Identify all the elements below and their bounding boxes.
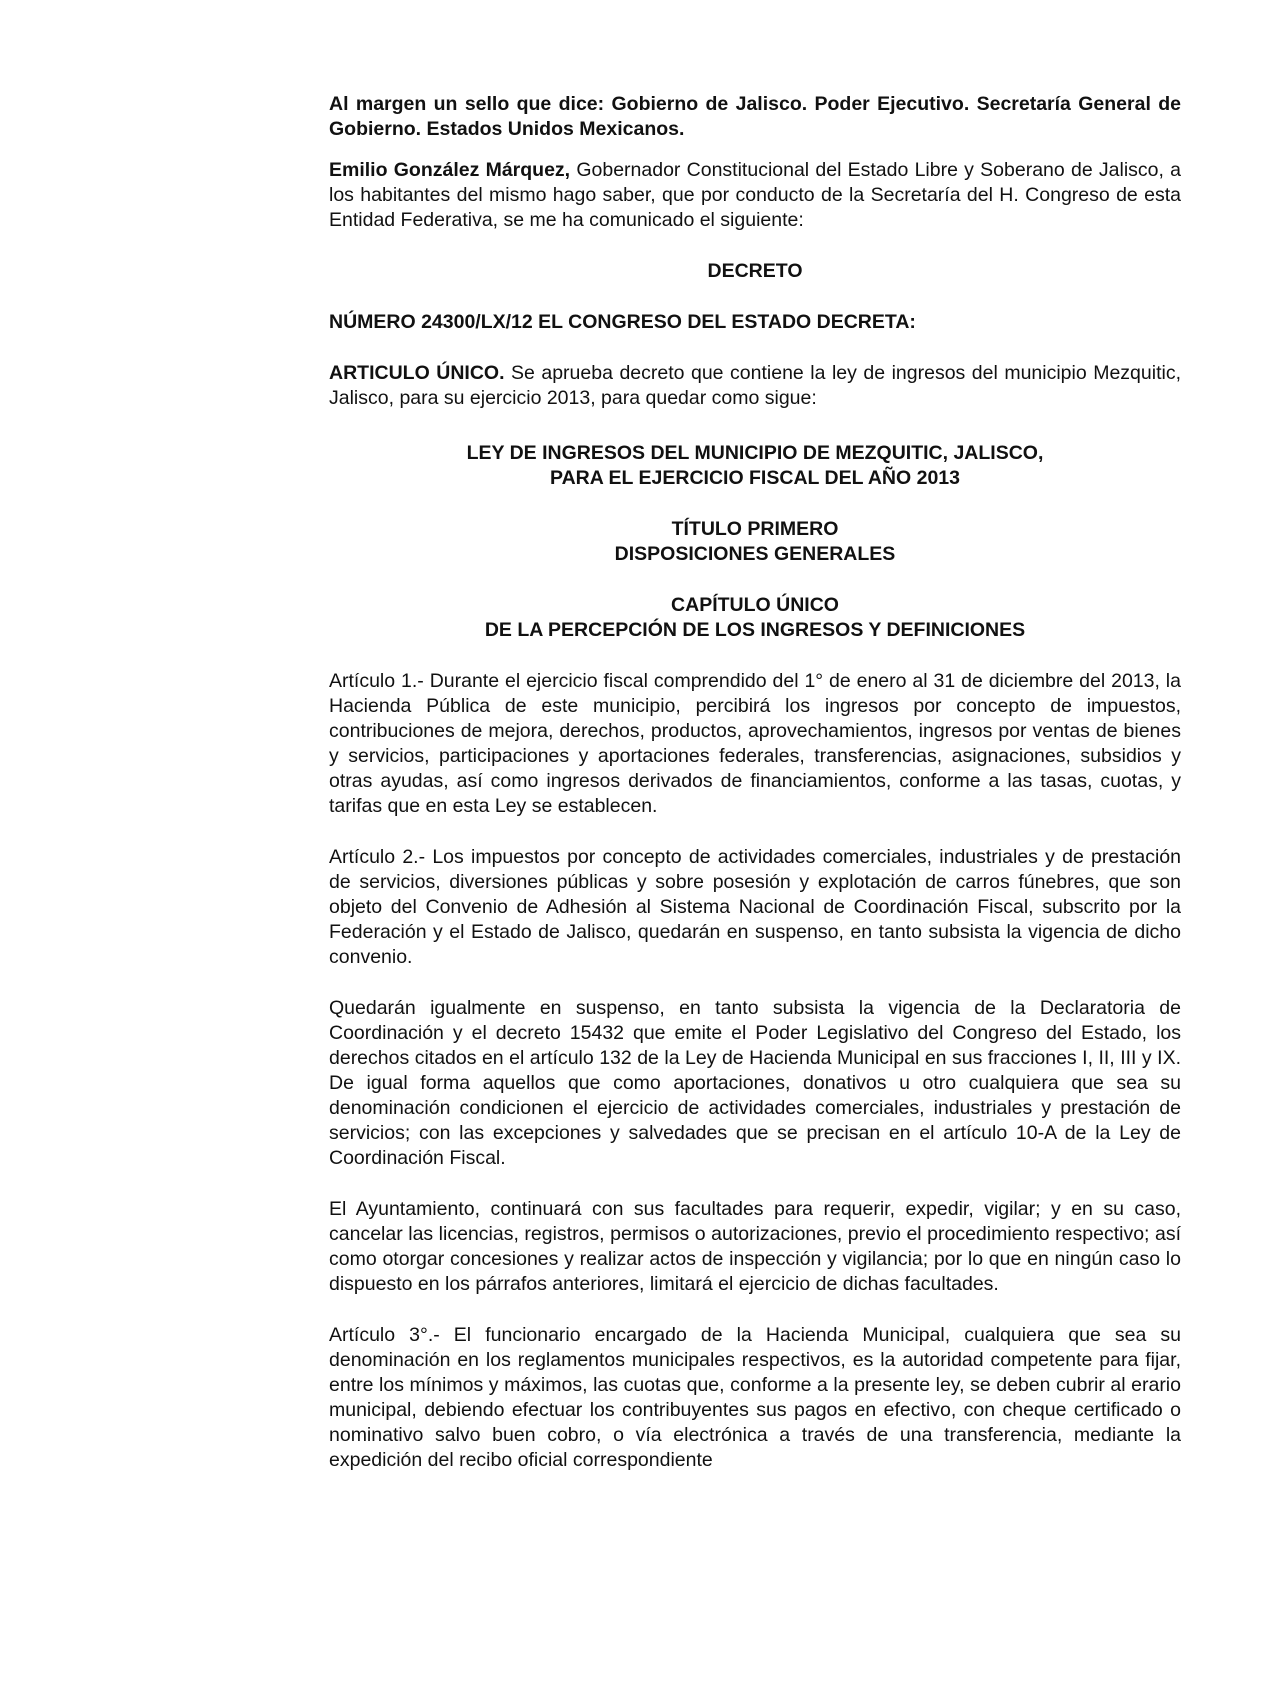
article-1: Artículo 1.- Durante el ejercicio fiscal comprendido del 1° de enero al 31 de diciembre del 2013, la Hacienda Pública de este municipio, percibirá los ingresos por concepto de impuestos, contribuciones de mejora, derechos, productos, aprovechamientos, ingresos por ventas de bienes y servicios, participaciones y aportaciones federales, transferencias, asignaciones, subsidios y otras ayudas, así como ingresos derivados de financiamientos, conforme a las tasas, cuotas, y tarifas que en esta Ley se establecen. <box>329 670 1181 817</box>
seal-note: Al margen un sello que dice: Gobierno de Jalisco. Poder Ejecutivo. Secretaría General de Gobierno. Estados Unidos Mexicanos. <box>329 93 1181 140</box>
article-3: Artículo 3°.- El funcionario encargado de la Hacienda Municipal, cualquiera que sea su denominación en los reglamentos municipales respectivos, es la autoridad competente para fijar, entre los mínimos y máximos, las cuotas que, conforme a la presente ley, se deben cubrir al erario municipal, debiendo efectuar los contribuyentes sus pagos en efectivo, con cheque certificado o nominativo salvo buen cobro, o vía electrónica a través de una transferencia, mediante la expedición del recibo oficial correspondiente <box>329 1324 1181 1471</box>
intro-paragraph <box>329 158 1181 233</box>
article-2-paragraph-2: Quedarán igualmente en suspenso, en tanto subsista la vigencia de la Declaratoria de Coordinación y el decreto 15432 que emite el Poder Legislativo del Congreso del Estado, los derechos citados en el artículo 132 de la Ley de Hacienda Municipal en sus fracciones I, II, III y IX. De igual forma aquellos que como aportaciones, donativos u otro cualquiera que sea su denominación condicionen el ejercicio de actividades comerciales, industriales y prestación de servicios; con las excepciones y salvedades que se precisan en el artículo 10-A de la Ley de Coordinación Fiscal. <box>329 997 1181 1169</box>
law-title-line2: PARA EL EJERCICIO FISCAL DEL AÑO 2013 <box>550 467 960 489</box>
capitulo-line2: DE LA PERCEPCIÓN DE LOS INGRESOS Y DEFINICIONES <box>484 619 1026 641</box>
article-unico-label: ARTICULO ÚNICO. <box>329 362 505 384</box>
law-title-line1: LEY DE INGRESOS DEL MUNICIPIO DE MEZQUITIC, JALISCO, <box>466 442 1044 464</box>
decree-title: DECRETO <box>707 260 803 282</box>
titulo-line2: DISPOSICIONES GENERALES <box>614 543 896 565</box>
article-unico <box>329 361 1181 411</box>
decree-number: NÚMERO 24300/LX/12 EL CONGRESO DEL ESTADO DECRETA: <box>329 311 916 333</box>
document-page <box>329 92 1181 1473</box>
intro-text: Gobernador Constitucional del Estado Libre y Soberano de Jalisco, a los habitantes del mismo hago saber, que por conducto de la Secretaría del H. Congreso de esta Entidad Federativa, se me ha comunicado el siguiente: <box>329 159 1181 231</box>
capitulo-line1: CAPÍTULO ÚNICO <box>671 594 839 616</box>
article-2: Artículo 2.- Los impuestos por concepto de actividades comerciales, industriales y de prestación de servicios, diversiones públicas y sobre posesión y explotación de carros fúnebres, que son objeto del Convenio de Adhesión al Sistema Nacional de Coordinación Fiscal, subscrito por la Federación y el Estado de Jalisco, quedarán en suspenso, en tanto subsista la vigencia de dicho convenio. <box>329 846 1181 968</box>
article-unico-text: Se aprueba decreto que contiene la ley de ingresos del municipio Mezquitic, Jalisco, para su ejercicio 2013, para quedar como sigue: <box>329 362 1181 409</box>
governor-name: Emilio González Márquez, <box>329 159 571 181</box>
titulo-line1: TÍTULO PRIMERO <box>671 518 839 540</box>
article-2-paragraph-3: El Ayuntamiento, continuará con sus facultades para requerir, expedir, vigilar; y en su caso, cancelar las licencias, registros, permisos o autorizaciones, previo el procedimiento respectivo; así como otorgar concesiones y realizar actos de inspección y vigilancia; por lo que en ningún caso lo dispuesto en los párrafos anteriores, limitará el ejercicio de dichas facultades. <box>329 1198 1181 1295</box>
